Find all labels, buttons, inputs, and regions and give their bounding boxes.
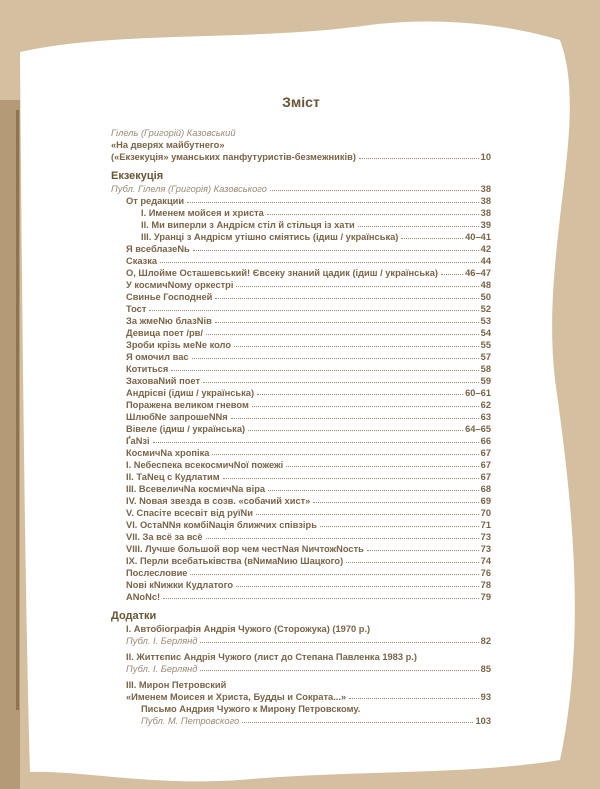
toc-entry[interactable]	[111, 411, 491, 423]
toc-page-number: 85	[480, 664, 491, 674]
toc-entry-title: («Екзекуція» уманських панфутуристів-безмежників)	[111, 152, 356, 162]
toc-entry-title: Публ. М. Петровского	[141, 716, 240, 726]
toc-entry-title: I. Именем мойсея и христа	[141, 208, 264, 218]
toc-entry[interactable]	[111, 399, 491, 411]
section-heading: Екзекуція	[111, 170, 164, 182]
toc-page-number: 40–41	[465, 232, 491, 242]
toc-entry[interactable]	[111, 195, 491, 207]
toc-entry[interactable]	[111, 691, 491, 703]
sections	[111, 169, 491, 727]
toc-entry[interactable]	[111, 219, 491, 231]
toc-page-number: 54	[480, 328, 491, 338]
toc-entry-title: II. Ми виперли з Андрісм стіл й стільця із хати	[141, 220, 355, 230]
dot-leader	[248, 430, 463, 431]
toc-entry-title: IV. Nовая звезда в созв. «собачий хист»	[126, 496, 311, 506]
toc-entry[interactable]	[111, 435, 491, 447]
toc-page-number: 73	[480, 544, 491, 554]
toc-entry-title: III. Мирон Петровский	[126, 680, 227, 690]
toc-page-number: 67	[480, 460, 491, 470]
toc-entry[interactable]	[111, 139, 491, 151]
toc-entry-title: Зроби крізь меNе коло	[126, 340, 232, 350]
dot-leader	[215, 298, 478, 299]
toc-page-number: 42	[480, 244, 491, 254]
toc-entry-title: ШлюбNе запрошеNNя	[126, 412, 228, 422]
toc-page-number: 44	[480, 256, 491, 266]
toc-page-number: 74	[480, 556, 491, 566]
toc-entry-title: ЗаховаNий поет	[126, 376, 200, 386]
toc-entry-title: У космичNому оркестрі	[126, 280, 234, 290]
toc-entry-title: Послесловие	[126, 568, 188, 578]
toc-entry-title: За жмеNю блазNів	[126, 316, 212, 326]
toc-entry[interactable]	[111, 651, 491, 663]
toc-page-number: 71	[480, 520, 491, 530]
toc-entry-title: ҐаNзі	[126, 436, 150, 446]
toc-entry[interactable]	[111, 183, 491, 195]
dot-leader	[286, 466, 478, 467]
dot-leader	[187, 202, 479, 203]
dot-leader	[267, 214, 479, 215]
toc-entry-title: «На дверях майбутнего»	[111, 140, 225, 150]
toc-entry[interactable]	[111, 567, 491, 579]
dot-leader	[200, 642, 478, 643]
toc-entry-title: О, Шлойме Осташевський! Євсеку знаний цадик (ідиш / українська)	[126, 268, 438, 278]
dot-leader	[153, 442, 479, 443]
toc-entry-title: I. Автобіографія Андрія Чужого (Сторожука) (1970 р.)	[126, 624, 371, 634]
toc-entry[interactable]	[111, 127, 491, 139]
toc-page-number: 63	[480, 412, 491, 422]
dot-leader	[203, 382, 479, 383]
toc-entry[interactable]	[111, 363, 491, 375]
toc-entry[interactable]	[111, 703, 491, 715]
dot-leader	[320, 526, 479, 527]
toc-entry[interactable]	[111, 519, 491, 531]
toc-page-number: 64–65	[465, 424, 491, 434]
toc-page-number: 69	[480, 496, 491, 506]
section-heading: Додатки	[111, 610, 157, 622]
toc-entry-title: VII. За всё за всё	[126, 532, 203, 542]
toc-entry-title: V. Спасіте всесвіт від руїNи	[126, 508, 253, 518]
toc-entry-title: Я омочил вас	[126, 352, 189, 362]
dot-leader	[359, 158, 479, 159]
toc-entry[interactable]	[111, 715, 491, 727]
toc-entry-title: Тост	[126, 304, 147, 314]
dot-leader	[163, 598, 479, 599]
dot-leader	[268, 490, 479, 491]
dot-leader	[215, 322, 479, 323]
toc-entry-title: VIII. Лучше большой вор чем честNая NичтожNость	[126, 544, 364, 554]
toc-entry[interactable]	[111, 447, 491, 459]
toc-entry[interactable]	[111, 471, 491, 483]
toc-page-number: 59	[480, 376, 491, 386]
toc-entry[interactable]	[111, 495, 491, 507]
page-title: Зміст	[282, 94, 320, 110]
dot-leader	[200, 670, 478, 671]
toc-entry[interactable]	[111, 375, 491, 387]
toc-entry[interactable]	[111, 507, 491, 519]
dot-leader	[206, 334, 479, 335]
toc-entry[interactable]	[111, 255, 491, 267]
toc-entry[interactable]	[111, 679, 491, 691]
toc-entry-title: ANoNc!	[126, 592, 161, 602]
dot-leader	[206, 538, 479, 539]
toc-page-number: 76	[480, 568, 491, 578]
toc-entry[interactable]	[111, 531, 491, 543]
dot-leader	[231, 418, 479, 419]
toc-page-number: 78	[480, 580, 491, 590]
toc-page-number: 103	[475, 716, 491, 726]
dot-leader	[257, 394, 463, 395]
toc-entry[interactable]	[111, 315, 491, 327]
toc-page-number: 38	[480, 208, 491, 218]
toc-page-number: 55	[480, 340, 491, 350]
toc-entry-title: Девица поет /рв/	[126, 328, 203, 338]
toc-entry-title: VI. ОстаNNя комбіNація ближчих співзірь	[126, 520, 317, 530]
toc-entry-title: IX. Перли всебатьківства (вNимаNию Шацкого)	[126, 556, 344, 566]
dot-leader	[236, 586, 479, 587]
dot-leader	[192, 358, 479, 359]
toc-entry[interactable]	[111, 387, 491, 399]
dot-leader	[149, 310, 478, 311]
toc-entry[interactable]	[111, 267, 491, 279]
dot-leader	[349, 698, 479, 699]
toc-entry[interactable]	[111, 303, 491, 315]
toc-page-number: 73	[480, 532, 491, 542]
toc-entry[interactable]	[111, 291, 491, 303]
toc-page-number: 60–61	[465, 388, 491, 398]
toc-page-number: 57	[480, 352, 491, 362]
toc-page-number: 62	[480, 400, 491, 410]
dot-leader	[236, 286, 478, 287]
toc-page-number: 53	[480, 316, 491, 326]
toc-page-number: 79	[480, 592, 491, 602]
dot-leader	[256, 514, 479, 515]
dot-leader	[401, 238, 463, 239]
toc-page-number: 66	[480, 436, 491, 446]
toc-entry[interactable]	[111, 555, 491, 567]
toc-page-number: 46–47	[465, 268, 491, 278]
toc-entry[interactable]	[111, 483, 491, 495]
toc-entry[interactable]	[111, 279, 491, 291]
dot-leader	[160, 262, 479, 263]
dot-leader	[270, 190, 479, 191]
toc-entry-title: Публ. Гілеля (Григорія) Казовського	[111, 184, 267, 194]
toc-entry[interactable]	[111, 243, 491, 255]
toc-entry-title: Свинье Господней	[126, 292, 213, 302]
toc-page-number: 93	[480, 692, 491, 702]
dot-leader	[313, 502, 478, 503]
toc-page-number: 38	[480, 184, 491, 194]
toc-page-number: 48	[480, 280, 491, 290]
toc-entry-title: КосмичNа хропіка	[126, 448, 210, 458]
intro-block	[111, 127, 491, 163]
toc-entry-title: II. Життєпис Андрія Чужого (лист до Степана Павленка 1983 р.)	[126, 652, 417, 662]
dot-leader	[193, 250, 479, 251]
toc-entry-title: Я всеблазеNь	[126, 244, 190, 254]
toc-entry-title: «Именем Моисея и Христа, Будды и Сократа...»	[126, 692, 347, 702]
toc-page-number: 67	[480, 448, 491, 458]
toc-entry-title: Сказка	[126, 256, 158, 266]
toc-entry[interactable]	[111, 459, 491, 471]
toc-entry[interactable]	[111, 579, 491, 591]
dot-leader	[242, 722, 473, 723]
toc-entry-title: Гілель (Григорій) Казовський	[111, 128, 236, 138]
toc-entry[interactable]	[111, 623, 491, 635]
toc-entry[interactable]	[111, 351, 491, 363]
dot-leader	[441, 274, 463, 275]
toc-entry-title: Письмо Андрия Чужого к Мирону Петровскому.	[141, 704, 361, 714]
toc-entry[interactable]	[111, 231, 491, 243]
toc-entry-title: Вівеле (ідиш / українська)	[126, 424, 246, 434]
toc-entry[interactable]	[111, 635, 491, 647]
toc-entry[interactable]	[111, 423, 491, 435]
toc-entry[interactable]	[111, 151, 491, 163]
toc-entry-title: Андрісві (ідиш / українська)	[126, 388, 255, 398]
dot-leader	[358, 226, 479, 227]
toc-page-number: 10	[480, 152, 491, 162]
toc-entry[interactable]	[111, 543, 491, 555]
toc-entry-title: II. ТаNец с Кудлатим	[126, 472, 220, 482]
toc-page-number: 70	[480, 508, 491, 518]
toc-entry-title: Nові кNижки Кудлатого	[126, 580, 234, 590]
toc-entry-title: I. Nебеспека всекосмичNої пожежі	[126, 460, 284, 470]
toc-entry[interactable]	[111, 339, 491, 351]
toc-entry-title: Публ. І. Берлянд	[126, 664, 198, 674]
toc-entry[interactable]	[111, 663, 491, 675]
toc-page-number: 39	[480, 220, 491, 230]
dot-leader	[367, 550, 479, 551]
toc-page-number: 82	[480, 636, 491, 646]
toc-entry-title: III. ВсевеличNа космичNа віра	[126, 484, 266, 494]
toc-page-number: 58	[480, 364, 491, 374]
dot-leader	[252, 406, 479, 407]
toc-page-number: 38	[480, 196, 491, 206]
toc-page-number: 68	[480, 484, 491, 494]
toc-entry-title: Поражена великом гневом	[126, 400, 249, 410]
dot-leader	[346, 562, 478, 563]
toc-entry[interactable]	[111, 207, 491, 219]
toc-entry[interactable]	[111, 327, 491, 339]
toc-entry-title: Публ. І. Берлянд	[126, 636, 198, 646]
dot-leader	[234, 346, 479, 347]
table-of-contents	[111, 94, 491, 727]
toc-entry-title: Котиться	[126, 364, 169, 374]
toc-entry-title: III. Уранці з Андрісм утішно сміятись (ідиш / українська)	[141, 232, 399, 242]
dot-leader	[223, 478, 479, 479]
toc-entry[interactable]	[111, 591, 491, 603]
dot-leader	[190, 574, 478, 575]
toc-page-number: 52	[480, 304, 491, 314]
dot-leader	[212, 454, 478, 455]
toc-page-number: 50	[480, 292, 491, 302]
dot-leader	[171, 370, 478, 371]
toc-page-number: 67	[480, 472, 491, 482]
toc-entry-title: От редакции	[126, 196, 185, 206]
